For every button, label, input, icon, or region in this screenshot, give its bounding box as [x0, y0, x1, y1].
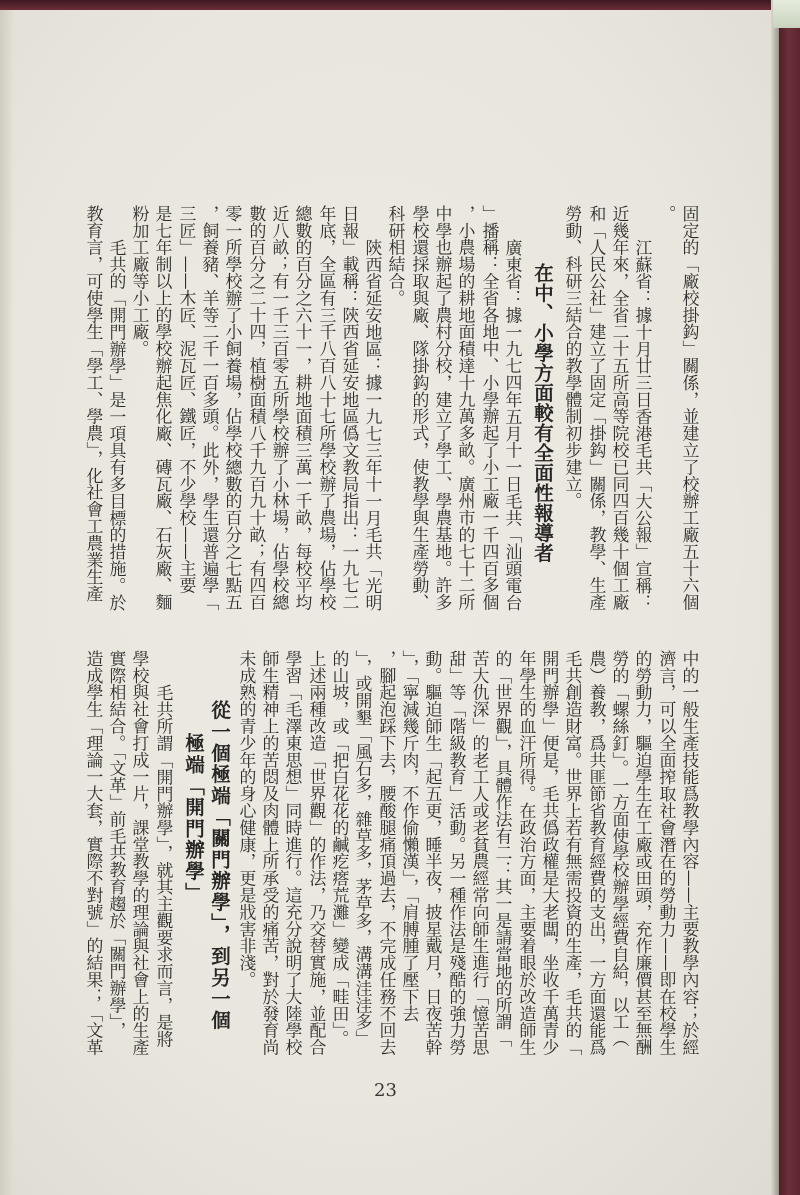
section-heading: 在中、小學方面較有全面性報導者 — [531, 263, 554, 563]
text-line: 。 — [657, 205, 677, 222]
text-line: 數的百分之二十四，植樹面積八千九百九十畝；有四百 — [247, 205, 267, 611]
text-line: 和「人民公社」建立了固定「掛鈎」關係，教學、生產 — [587, 205, 607, 611]
text-line: 近八畝；有一千三百零五所學校辦了小林場，佔學校總 — [270, 205, 290, 611]
text-line: 實際相結合。「文革」前毛共教育趨於「關門辦學」， — [107, 650, 127, 1039]
text-line: 」播稱：全省各地中、小學辦起了小工廠一千四百多個 — [480, 205, 500, 611]
text-line: 零一所學校辦了小飼養場，佔學校總數的百分之七點五 — [223, 205, 243, 611]
page-edge-shadow — [771, 0, 779, 1195]
text-line: 」，「寧減幾斤肉，不作偷懶漢」，「肩膊腫了壓下去 — [400, 650, 420, 1022]
text-line: 勞動、科研三結合的教學體制初步建立。 — [563, 205, 583, 510]
text-line: 動。驅迫師生「起五更，睡半夜，披星戴月，日夜苦幹 — [423, 650, 443, 1056]
text-line: 的「世界觀」，具體作法有二：其一是請當地的所謂「 — [493, 650, 513, 1048]
text-line: 毛共創造財富。世界上若有無需投資的生產，毛共的「 — [563, 650, 583, 1056]
text-line: 固定的「廠校掛鈎」關係，並建立了校辦工廠五十六個 — [680, 205, 700, 611]
text-line: 農）養教，爲共匪節省教育經費的支出，一方面還能爲 — [587, 650, 607, 1056]
text-line: 江蘇省：據十月廿三日香港毛共「大公報」宣稱： — [633, 239, 653, 611]
text-line: ，飼養豬、羊等二千一百多頭。此外，學生還普遍學「 — [200, 205, 220, 611]
text-line: 廣東省：據一九七四年五月十一日毛共「汕頭電台 — [503, 239, 523, 611]
text-line: 陝西省延安地區：據一九七三年十一月毛共「光明 — [363, 239, 383, 611]
text-line: 苦大仇深」的老工人或老貧農經常向師生進行「憶苦思 — [470, 650, 490, 1056]
text-line: 總數的百分之六十一，耕地面積三萬一千畝，每校平均 — [293, 205, 313, 611]
text-line: 毛共的「開門辦學」是一項具有多目標的措施。於 — [107, 239, 127, 611]
book-binding-right — [779, 0, 800, 1195]
text-line: 的山坡，或「把白花花的鹹疙瘩荒灘」變成「畦田」。 — [330, 650, 350, 1048]
text-line: ，小農場的耕地面積達十九萬多畝。廣州市的七十二所 — [456, 205, 476, 611]
text-line: 甜」等「階級教育」活動。另一種作法是殘酷的強力勞 — [447, 650, 467, 1056]
text-line: 近幾年來，全省二十五所高等院校已同四百幾十個工廠 — [610, 205, 630, 611]
text-line: 粉加工廠等小工廠。 — [130, 205, 150, 358]
text-line: 三匠」——木匠、泥瓦匠、鐵匠，不少學校——主要 — [177, 205, 197, 594]
bookmark-ribbon — [773, 0, 800, 28]
text-line: 學習「毛澤東思想」同時進行。這充分說明了大陸學校 — [283, 650, 303, 1056]
text-line: 中學也辦起了農村分校，建立了學工、學農基地。許多 — [433, 205, 453, 611]
text-line: 科研相結合。 — [386, 205, 406, 307]
text-line: 上述兩種改造「世界觀」的作法，乃交替實施，並配合 — [307, 650, 327, 1056]
text-line: 造成學生「理論一大套，實際不對號」的結果；「文革 — [84, 650, 104, 1056]
section-heading: 極端「開門辦學」 — [182, 733, 205, 904]
text-line: 中的一般生產技能爲教學內容——主要教學內容；於經 — [680, 650, 700, 1056]
text-line: 學校還採取與廠、隊掛鈎的形式，使教學與生產勞動、 — [410, 205, 430, 611]
text-line: 濟言，可以全面搾取社會潛在的勞動力——即在校學生 — [657, 650, 677, 1056]
text-line: 開門辦學」便是，毛共僞政權是大老闆，坐收千萬青少 — [540, 650, 560, 1056]
text-line: ，腳起泡踩下去，腰酸腿痛頂過去，不完成任務不回去 — [377, 650, 397, 1056]
page-shadow-left — [0, 0, 14, 1195]
text-line: 是七年制以上的學校辦起焦化廠、磚瓦廠、石灰廠、麵 — [153, 205, 173, 611]
text-line: 」，或開墾「風石多，雜草多，茅草多，溝溝洼洼多」 — [353, 650, 373, 1048]
text-line: 毛共所謂「開門辦學」，就其主觀要求而言，是將 — [154, 684, 174, 1048]
text-line: 的勞動力，驅迫學生在工廠或田頭，充作廉價甚至無酬 — [633, 650, 653, 1056]
text-line: 學校與社會打成一片，課堂教學的理論與社會上的生產 — [130, 650, 150, 1056]
text-line: 勞的「螺絲釘」。一方面使學校辦學經費自給，以工（ — [610, 650, 630, 1048]
text-line: 未成熟的青少年的身心健康，更是戕害非淺。 — [237, 650, 257, 988]
page-number: 23 — [374, 1080, 397, 1101]
text-line: 年學生的血汗所得。在政治方面，主要着眼於改造師生 — [517, 650, 537, 1056]
text-line: 年底，全區有三千八百八十七所學校辦了農場，佔學校 — [317, 205, 337, 611]
text-line: 師生精神上的苦悶及肉體上所承受的痛苦，對於發育尚 — [260, 650, 280, 1056]
section-heading: 從一個極端「關門辦學」，到另一個 — [208, 700, 231, 1032]
text-line: 日報」載稱：陝西省延安地區僞文教局指出：一九七二 — [340, 205, 360, 611]
book-binding-top — [0, 0, 800, 10]
text-line: 教育言，可使學生「學工、學農」，化社會工農業生產 — [84, 205, 104, 603]
